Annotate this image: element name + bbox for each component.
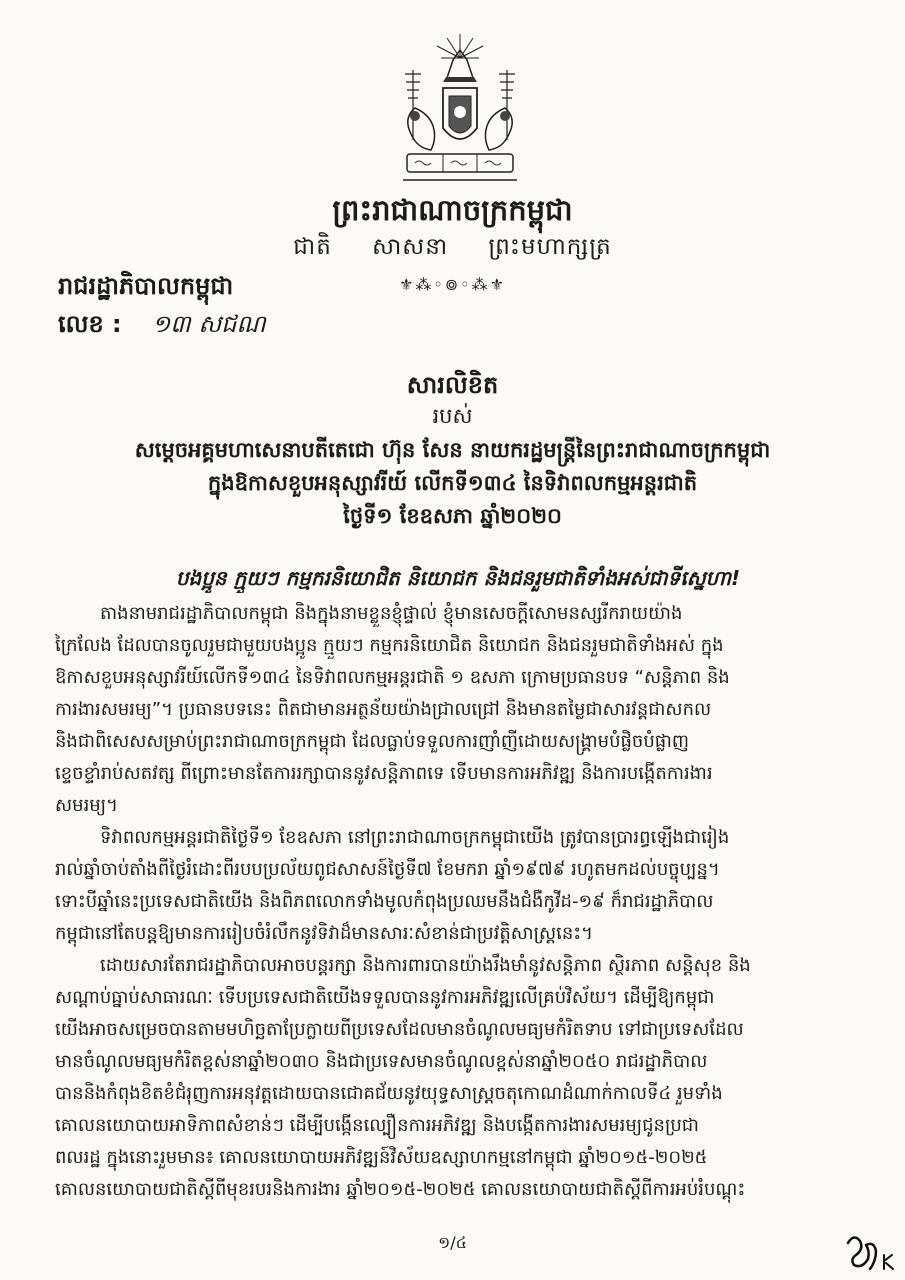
paragraph-line: គោលនយោបាយអាទិភាពសំខាន់ៗ ដើម្បីបង្កើនល្បឿនការអភិវឌ្ឍ និងបង្កើតការងារសមរម្យជូនប្រជា bbox=[55, 1115, 699, 1136]
header-ornament: ⚜⁂◦៙◦⁂⚜ bbox=[399, 275, 506, 294]
paragraph-line: ទិវាពលកម្មអន្តរជាតិថ្ងៃទី១ ខែឧសភា នៅព្រះរាជាណាចក្រកម្ពុជាយើង ត្រូវបានប្រារព្ធឡើងជារៀង bbox=[100, 827, 730, 848]
paragraph-line: សណ្តាប់ធ្នាប់សាធារណៈ ទើបប្រទេសជាតិយើងទទួលបាននូវការអភិវឌ្ឍលើគ្រប់វិស័យ។ ដើម្បីឱ្យកម្ពុជា bbox=[55, 987, 715, 1008]
title-line: សម្តេចអគ្គមហាសេនាបតីតេជោ ហ៊ុន សែន នាយករដ្ឋមន្ត្រីនៃព្រះរាជាណាចក្រកម្ពុជា bbox=[134, 438, 771, 462]
royal-arms-emblem bbox=[385, 30, 535, 185]
paragraph-line: ពលរដ្ឋ ក្នុងនោះរួមមាន៖ គោលនយោបាយអភិវឌ្ឍន៍វិស័យឧស្សាហកម្មនៅកម្ពុជា ឆ្នាំ២០១៥-២០២៥ bbox=[55, 1147, 708, 1168]
paragraph-line: និងជាពិសេសសម្រាប់ព្រះរាជាណាចក្រកម្ពុជា ដែលធ្លាប់ទទួលការញាំញីដោយសង្គ្រាមបំផ្លិចបំផ្លាញ bbox=[55, 731, 690, 752]
paragraph-line: មានចំណូលមធ្យមកំរិតខ្ពស់នាឆ្នាំ២០៣០ និងជាប្រទេសមានចំណូលខ្ពស់នាឆ្នាំ២០៥០ រាជរដ្ឋាភិបាល bbox=[55, 1051, 708, 1072]
paragraph-line: សមរម្យ។ bbox=[55, 795, 118, 816]
paragraph-line: ការងារសមរម្យ”។ ប្រធានបទនេះ ពិតជាមានអត្ថន័យយ៉ាងជ្រាលជ្រៅ និងមានតម្លៃជាសារវន្តជាសកល bbox=[55, 699, 712, 720]
national-motto bbox=[0, 232, 905, 262]
reference-number bbox=[58, 308, 266, 340]
reference-value: ១៣ សជណ bbox=[152, 310, 266, 338]
letter-body bbox=[55, 598, 848, 1206]
paragraph-line: ខ្ទេចខ្ទាំរាប់សតវត្ស ពីព្រោះមានតែការរក្សាបាននូវសន្តិភាពទេ ទើបមានការអភិវឌ្ឍ និងការបង្កើតការងារ bbox=[55, 763, 713, 784]
salutation: បងប្អូន ក្មួយៗ កម្មករនិយោជិត និយោជក និងជនរួមជាតិទាំងអស់ជាទីស្នេហា! bbox=[175, 566, 741, 590]
paragraph-line: គោលនយោបាយជាតិស្តីពីមុខរបរនិងការងារ ឆ្នាំ២០១៥-២០២៥ គោលនយោបាយជាតិស្តីពីការអប់រំបណ្តុះ bbox=[55, 1179, 746, 1200]
reference-label: លេខ : bbox=[58, 310, 122, 338]
motto-religion: សាសនា bbox=[372, 234, 449, 260]
paragraph-line: បាននិងកំពុងខិតខំជំរុញការអនុវត្តដោយបានជោគជ័យនូវយុទ្ធសាស្ត្រចតុកោណដំណាក់កាលទី៤ រួមទាំង bbox=[55, 1083, 723, 1104]
title-line: ថ្ងៃទី១ ខែឧសភា ឆ្នាំ២០២០ bbox=[343, 504, 562, 528]
page-number: ១/៤ bbox=[438, 1233, 467, 1252]
paragraph-line: យើងអាចសម្រេចបានតាមមហិច្ឆតាប្រែក្លាយពីប្រទេសដែលមានចំណូលមធ្យមកំរិតទាប ទៅជាប្រទេសដែល bbox=[55, 1019, 744, 1040]
title-line: ក្នុងឱកាសខួបអនុស្សាវរីយ៍ លើកទី១៣៤ នៃទិវាពលកម្មអន្តរជាតិ bbox=[207, 471, 698, 495]
paragraph-line: កម្ពុជានៅតែបន្តឱ្យមានការរៀបចំរំលឹកនូវទិវាដ៏មានសារៈសំខាន់ជាប្រវត្តិសាស្ត្រនេះ។ bbox=[55, 923, 594, 944]
paragraph-line: ទោះបីឆ្នាំនេះប្រទេសជាតិយើង និងពិភពលោកទាំងមូលកំពុងប្រឈមនឹងជំងឺកូវីដ-១៩ ក៏រាជរដ្ឋាភិបាល bbox=[55, 891, 714, 912]
kingdom-name: ព្រះរាជាណាចក្រកម្ពុជា bbox=[332, 193, 573, 227]
paragraph-line: រាល់ឆ្នាំចាប់តាំងពីថ្ងៃរំដោះពីរបបប្រល័យពូជសាសន៍ថ្ងៃទី៧ ខែមករា ឆ្នាំ១៩៧៩ រហូតមកដល់បច្ចុប្បន្ន។ bbox=[55, 859, 720, 880]
issuing-authority: រាជរដ្ឋាភិបាលកម្ពុជា bbox=[58, 272, 234, 300]
document-type: សារលិខិត bbox=[406, 371, 499, 399]
paragraph-line: តាងនាមរាជរដ្ឋាភិបាលកម្ពុជា និងក្នុងនាមខ្លួនខ្ញុំផ្ទាល់ ខ្ញុំមានសេចក្តីសោមនស្សរីករាយយ៉ាង bbox=[100, 603, 683, 624]
motto-nation: ជាតិ bbox=[293, 234, 332, 260]
motto-king: ព្រះមហាក្សត្រ bbox=[488, 234, 612, 260]
document-title bbox=[60, 434, 845, 533]
paragraph-line: ក្រៃលែង ដែលបានចូលរួមជាមួយបងប្អូន ក្មួយៗ កម្មករនិយោជិត និយោជក និងជនរួមជាតិទាំងអស់ ក្នុង bbox=[55, 635, 724, 656]
paragraph-line: ឱកាសខួបអនុស្សាវរីយ៍លើកទី១៣៤ នៃទិវាពលកម្មអន្តរជាតិ ១ ឧសភា ក្រោមប្រធានបទ “សន្តិភាព និង bbox=[55, 667, 730, 688]
paragraph bbox=[55, 950, 848, 1206]
paragraph bbox=[55, 822, 848, 950]
handwritten-initial bbox=[840, 1225, 900, 1275]
paragraph bbox=[55, 598, 848, 822]
document-of: របស់ bbox=[432, 404, 473, 428]
paragraph-line: ដោយសារតែរាជរដ្ឋាភិបាលអាចបន្តរក្សា និងការពារបានយ៉ាងរឹងមាំនូវសន្តិភាព ស្ថិរភាព សន្តិសុខ និង bbox=[100, 955, 751, 976]
